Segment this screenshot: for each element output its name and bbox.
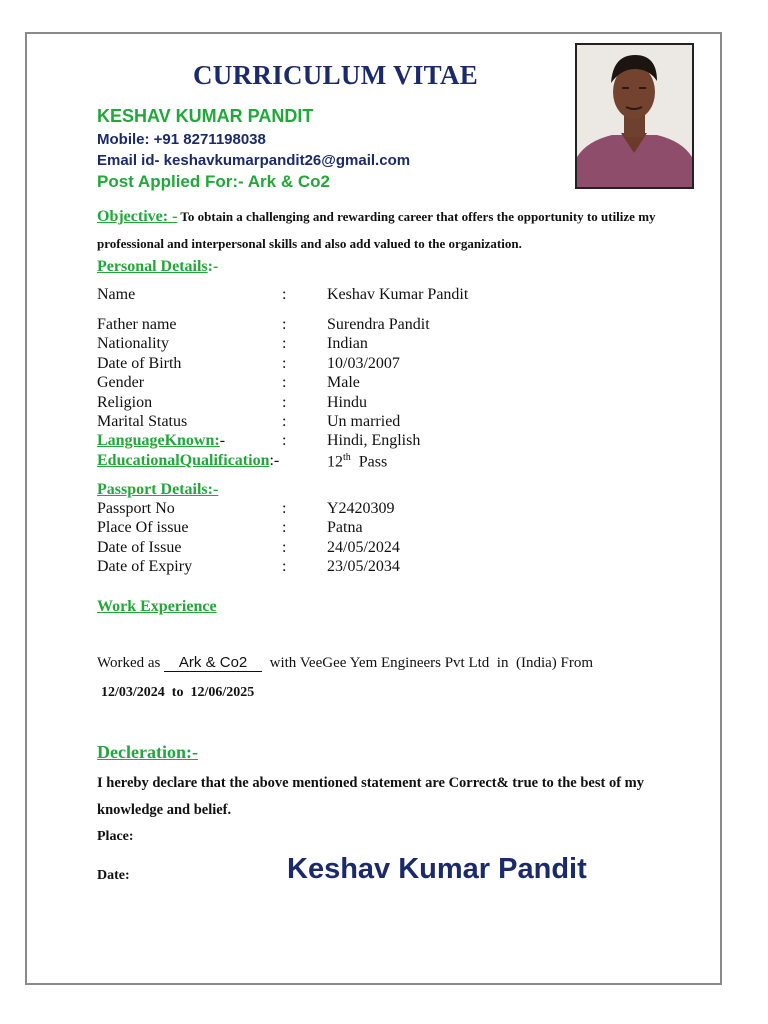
personal-row-label: Gender [97,374,145,391]
passport-row-label: Place Of issue [97,519,189,536]
personal-row-colon: : [282,413,287,430]
work-period: 12/03/2024 to 12/06/2025 [101,685,255,700]
declaration-heading: Decleration:- [97,742,198,762]
passport-details-heading: Passport Details:- [97,481,219,498]
personal-row-label: Marital Status [97,413,188,430]
work-experience-heading: Work Experience [97,598,217,615]
personal-row-colon: : [282,286,287,303]
personal-row-label: Nationality [97,335,169,352]
passport-row-label: Passport No [97,500,175,517]
personal-row-value: Keshav Kumar Pandit [327,286,469,303]
personal-row-value: 10/03/2007 [327,355,400,372]
passport-row-value: Y2420309 [327,500,395,517]
education-value: 12th Pass [327,452,388,471]
work-experience-line: Worked as Ark & Co2 with VeeGee Yem Engineers Pvt Ltd in (India) From [97,654,594,671]
objective-label: Objective: - [97,208,178,225]
passport-row-value: 23/05/2034 [327,558,400,575]
personal-row-label: Father name [97,316,177,333]
date-label: Date: [97,868,130,883]
objective-paragraph [97,203,707,257]
education-label: EducationalQualification:- [97,452,280,469]
personal-row-label: Religion [97,394,153,411]
signature-name: Keshav Kumar Pandit [287,853,587,885]
personal-row-colon: : [282,355,287,372]
language-value: Hindi, English [327,432,421,449]
passport-row-colon: : [282,539,287,556]
document-title: CURRICULUM VITAE [193,60,479,90]
passport-row-colon: : [282,519,287,536]
personal-row-label: Name [97,286,136,303]
personal-row-label: Date of Birth [97,355,182,372]
passport-row-colon: : [282,500,287,517]
personal-details-heading: Personal Details:- [97,258,219,275]
passport-row-label: Date of Expiry [97,558,193,575]
work-role: Ark & Co2 [164,655,262,672]
language-colon: : [282,432,287,449]
personal-row-colon: : [282,394,287,411]
passport-row-colon: : [282,558,287,575]
personal-row-value: Hindu [327,394,367,411]
passport-row-label: Date of Issue [97,539,182,556]
objective-text: To obtain a challenging and rewarding career that offers the opportunity to utilize my professional and interpersonal skills and also add valued to the organization. [97,209,656,251]
mobile-number: Mobile: +91 8271198038 [97,131,266,148]
personal-row-colon: : [282,335,287,352]
passport-row-value: Patna [327,519,363,536]
personal-row-value: Indian [327,335,368,352]
post-applied: Post Applied For:- Ark & Co2 [97,172,330,191]
personal-row-colon: : [282,316,287,333]
portrait-image [577,45,692,187]
place-label: Place: [97,829,134,844]
personal-row-value: Un married [327,413,401,430]
email-address: Email id- keshavkumarpandit26@gmail.com [97,152,411,169]
candidate-name-heading: KESHAV KUMAR PANDIT [97,106,314,126]
language-known-label: LanguageKnown:- [97,432,226,449]
personal-row-value: Male [327,374,360,391]
personal-row-colon: : [282,374,287,391]
profile-photo [575,43,694,189]
declaration-text: I hereby declare that the above mentioned statement are Correct& true to the best of my knowledge and belief. [97,775,644,818]
personal-row-value: Surendra Pandit [327,316,430,333]
passport-row-value: 24/05/2024 [327,539,400,556]
